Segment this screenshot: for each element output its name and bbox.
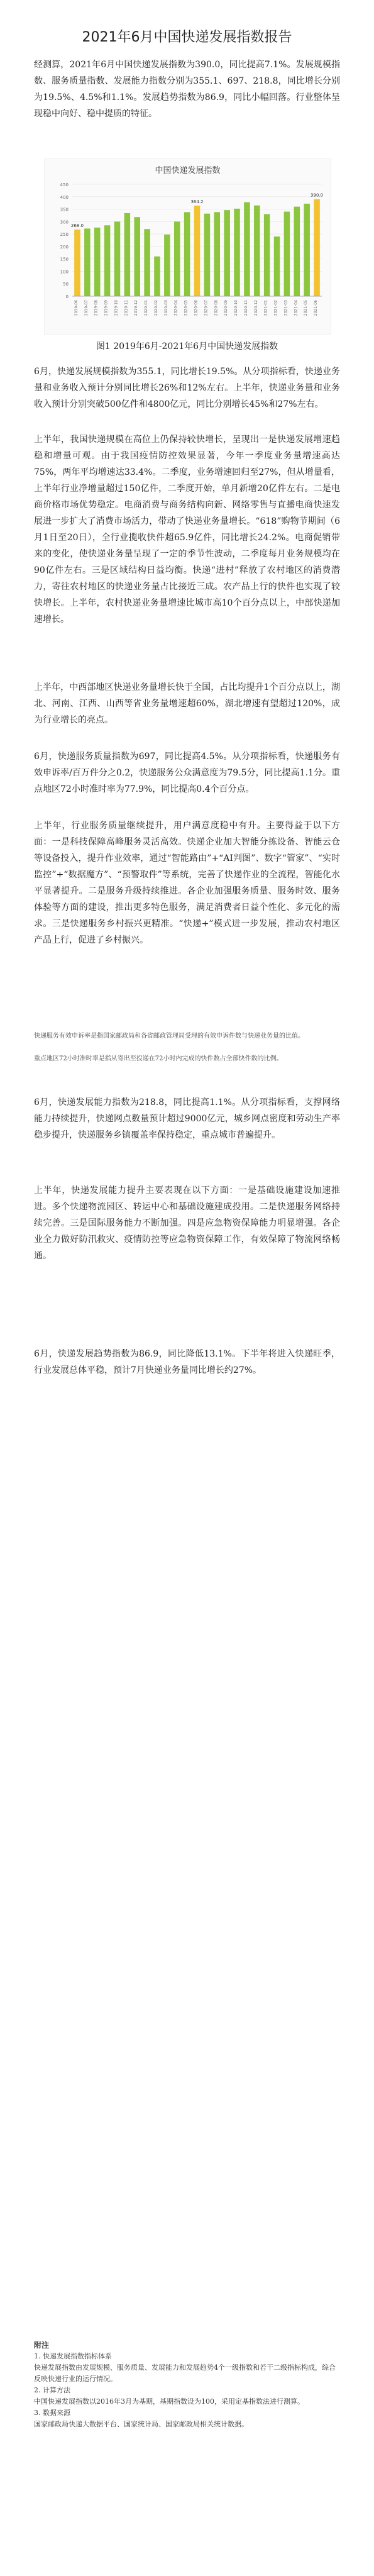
- bar: [144, 229, 150, 296]
- y-tick-label: 150: [60, 257, 69, 262]
- x-tick-label: 2020-11: [243, 300, 248, 316]
- x-tick-label: 2020-07: [204, 300, 209, 316]
- bar: [244, 202, 250, 296]
- data-label: 390.0: [311, 192, 324, 198]
- x-tick-label: 2021-04: [294, 300, 299, 316]
- paragraph-trend: 6月，快递发展趋势指数为86.9，同比降低13.1%。下半年将进入快递旺季，行业发展总体平稳，预计7月快递业务量同比增长约27%。: [34, 1349, 340, 1375]
- note-line: 国家邮政局快递大数据平台、国家统计局、国家邮政局相关统计数据。: [34, 2420, 248, 2428]
- x-tick-label: 2021-02: [273, 300, 278, 316]
- note-line: 中国快递发展指数以2016年3月为基期，基期指数设为100，采用定基指数法进行测算。: [34, 2397, 304, 2406]
- data-label: 268.0: [70, 223, 84, 228]
- paragraph-regions: 上半年，中西部地区快递业务量增长快于全国，占比均提升1个百分点以上，湖北、河南、江西、山西等省业务量增速超60%，湖北增速有望超过120%，成为行业增长的亮点。: [34, 682, 340, 725]
- page-title: 2021年6月中国快递发展指数报告: [82, 30, 292, 45]
- x-tick-label: 2020-10: [234, 300, 239, 316]
- bar: [154, 257, 160, 296]
- note-line: 快递发展指数由发展规模、服务质量、发展能力和发展趋势4个一级指数和若干二级指标构成，综合反映快递行业的运行情况。: [34, 2363, 336, 2383]
- x-tick-label: 2020-01: [144, 300, 149, 316]
- bar: [274, 236, 280, 296]
- x-tick-label: 2020-02: [153, 300, 158, 316]
- bar: [124, 213, 131, 296]
- y-tick-label: 400: [60, 194, 69, 200]
- paragraph-capability-detail: 上半年，快递发展能力提升主要表现在以下方面：一是基础设施建设加速推进。多个快递物流园区、转运中心和基础设施建成投用。二是快递服务网络持续完善。三是国际服务能力不断加强。四是应急物资保障能力明显增强。各企业全力做好防汛救灾、疫情防控等应急物资保障工作，有效保障了物流网络畅通。: [34, 1185, 340, 1261]
- paragraph-quality: 6月，快递服务质量指数为697，同比提高4.5%。从分项指标看，快递服务有效申诉率/百万件分之0.2，快递服务公众满意度为79.5分，同比提高1.1分。重点地区72小时准时率为77.9%，同比提高0.4个百分点。: [34, 752, 340, 794]
- footnote-2: 重点地区72小时准时率是指从寄出至投递在72小时内完成的快件数占全部快件数的比例。: [34, 1055, 283, 1062]
- bar: [224, 210, 230, 296]
- x-tick-label: 2019-07: [84, 300, 89, 316]
- bar: [264, 214, 270, 296]
- x-tick-label: 2019-09: [104, 300, 109, 316]
- bar: [304, 204, 310, 296]
- x-tick-label: 2019-08: [94, 300, 99, 316]
- y-tick-label: 100: [60, 269, 69, 275]
- x-tick-label: 2020-03: [163, 300, 168, 316]
- bar-chart: [45, 159, 331, 334]
- x-tick-label: 2020-08: [214, 300, 219, 316]
- bar: [104, 225, 111, 296]
- y-tick-label: 350: [60, 207, 69, 213]
- note-line: 2. 计算方法: [34, 2386, 70, 2394]
- x-tick-label: 2020-05: [184, 300, 189, 316]
- x-tick-label: 2020-06: [194, 300, 199, 316]
- note-line: 1. 快递发展指数指标体系: [34, 2352, 112, 2360]
- intro-paragraph: 经测算，2021年6月中国快递发展指数为390.0，同比提高7.1%。发展规模指数、服务质量指数、发展能力指数分别为355.1、697、218.8，同比增长分别为19.5%、4.5%和1.1%。发展趋势指数为86.9，同比小幅回落。行业整体呈现稳中向好、稳中提质的特征。: [34, 60, 340, 119]
- note-line: 3. 数据来源: [34, 2409, 70, 2417]
- bar: [234, 209, 240, 296]
- x-tick-label: 2020-09: [224, 300, 229, 316]
- y-tick-label: 50: [63, 282, 69, 287]
- bar: [194, 206, 201, 296]
- bar: [94, 228, 101, 296]
- data-label: 364.2: [190, 199, 204, 204]
- paragraph-quality-detail: 上半年，行业服务质量继续提升，用户满意度稳中有升。主要得益于以下方面：一是科技保障高峰服务灵活高效。快递企业加大智能分拣设备、智能云仓等设备投入，提升作业效率，通过“智能路由”+“AI判图”、数字“管家”、“实时监控”+“数据魔方”、“预警取件”等系统，完善了快递作业的全流程，智能化水平显著提升。二是服务升级持续推进。各企业加强服务质量、服务时效、服务体验等方面的建设，推出更多特色服务，满足消费者日益个性化、多元化的需求。三是快递服务乡村振兴更精准。“快递+”模式进一步发展，推动农村地区产品上行，促进了乡村振兴。: [34, 821, 340, 945]
- bar: [114, 221, 121, 296]
- chart-title: 中国快递发展指数: [155, 166, 221, 175]
- figure-caption: 图1 2019年6月-2021年6月中国快递发展指数: [96, 341, 278, 352]
- paragraph-capability: 6月，快递发展能力指数为218.8，同比提高1.1%。从分项指标看，支撑网络能力持续提升，快递网点数量预计超过9000亿元，城乡网点密度和劳动生产率稳步提升，快递服务乡镇覆盖率保持稳定，重点城市普遍提升。: [34, 1097, 340, 1140]
- notes-section: [34, 2340, 340, 2430]
- y-tick-label: 250: [60, 232, 69, 238]
- x-tick-label: 2019-11: [124, 300, 129, 316]
- y-tick-label: 0: [65, 294, 69, 299]
- x-tick-label: 2021-03: [283, 300, 289, 316]
- x-tick-label: 2020-04: [173, 300, 179, 316]
- x-tick-label: 2019-06: [74, 300, 79, 316]
- x-tick-label: 2020-12: [253, 300, 258, 316]
- bar: [134, 217, 140, 296]
- footnote-1: 快递服务有效申诉率是指国家邮政局和各省邮政管理局受理的有效申诉件数与快递业务量的比值。: [34, 1033, 304, 1040]
- x-tick-label: 2021-01: [263, 300, 268, 316]
- bar: [84, 228, 91, 296]
- bar: [254, 206, 260, 296]
- y-tick-label: 200: [60, 244, 69, 250]
- x-tick-label: 2021-06: [314, 300, 319, 316]
- paragraph-scale-detail: 上半年，我国快递规模在高位上仍保持较快增长，呈现出一是快递发展增速趋稳和增量可观。由于我国疫情防控效果显著，今年一季度业务量增速高达75%，两年平均增速达33.4%。二季度，业务增速回归至27%，但从增量看，上半年行业净增量超过150亿件，二季度开始，单月新增20亿件左右。二是电商价格市场优势稳定。电商消费与商务结构向新、网络零售与直播电商快速发展进一步扩大了消费市场活力，带动了快递业务量增长。“618”购物节期间（6月1日至20日），全行业揽收快件超65.9亿件，同比增长24.2%。电商促销带来的变化，使快递业务量呈现了一定的季节性波动，二季度每月业务规模均在90亿件左右。三是区域结构日益均衡。快递“进村”释放了农村地区的消费潜力，寄往农村地区的快递业务量占比接近三成。农产品上行的快件也实现了较快增长。上半年，农村快递业务量增速比城市高10个百分点以上，中部快递加速增长。: [34, 435, 340, 625]
- y-tick-label: 450: [60, 182, 69, 187]
- bar: [184, 212, 190, 296]
- bar: [164, 235, 170, 296]
- bar: [294, 207, 300, 296]
- x-tick-label: 2019-12: [134, 300, 139, 316]
- bar: [204, 214, 211, 296]
- y-tick-label: 300: [60, 219, 69, 225]
- paragraph-scale: 6月，快递发展规模指数为355.1，同比增长19.5%。从分项指标看，快递业务量和业务收入预计分别同比增长26%和12%左右。上半年，快递业务量和业务收入预计分别突破500亿件和4800亿元，同比分别增长45%和27%左右。: [34, 367, 340, 409]
- x-tick-label: 2021-05: [304, 300, 309, 316]
- x-tick-label: 2019-10: [114, 300, 119, 316]
- bar: [74, 230, 80, 296]
- bar: [174, 221, 180, 296]
- notes-title: 附注: [34, 2341, 50, 2350]
- bar: [284, 212, 290, 296]
- bar: [214, 212, 220, 296]
- chart-container: [44, 158, 331, 335]
- bar: [314, 199, 320, 296]
